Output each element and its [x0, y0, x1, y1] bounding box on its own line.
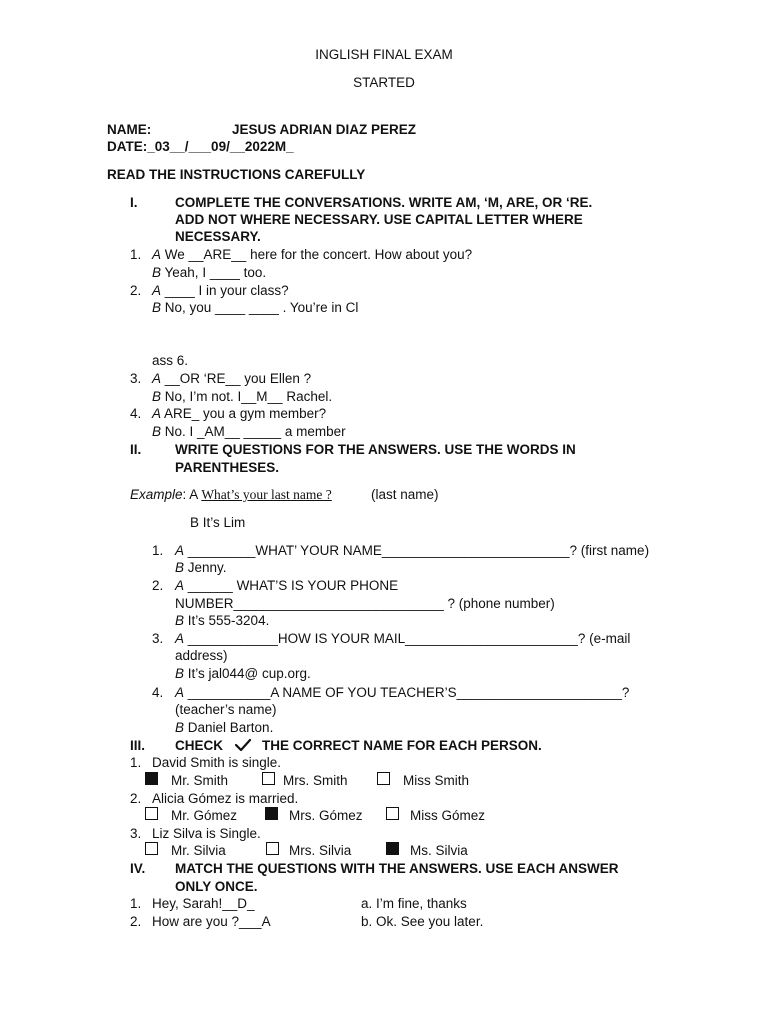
s2-item4-a-cont: (teacher’s name) [175, 702, 277, 717]
name-label: NAME: [107, 122, 152, 137]
s3-item1-opt3-label: Miss Smith [403, 773, 470, 788]
s3-item2-text: Alicia Gómez is married. [152, 791, 299, 806]
s1-item3-b: B No, I’m not. I__M__ Rachel. [152, 389, 333, 404]
s1-item1-number: 1. [130, 247, 142, 262]
s2-item3-a: A ____________HOW IS YOUR MAIL_______________________? (e-mail [175, 631, 631, 646]
s1-item1-b: B Yeah, I ____ too. [152, 265, 267, 280]
s1-item1-a: A We __ARE__ here for the concert. How about you? [152, 247, 473, 262]
s3-item1-opt1-checkbox[interactable] [145, 772, 158, 785]
s3-item3-text: Liz Silva is Single. [152, 826, 261, 841]
example-line: Example: A What’s your last name ? [130, 487, 332, 502]
s3-item3-opt1-checkbox[interactable] [145, 842, 158, 855]
s2-item3-b: B It’s jal044@ cup.org. [175, 666, 311, 681]
s3-item2-opt3-checkbox[interactable] [386, 807, 399, 820]
s3-item3-opt2-checkbox[interactable] [266, 842, 279, 855]
s2-item1-number: 1. [152, 543, 164, 558]
section1-heading-3: NECESSARY. [175, 229, 261, 244]
s3-item2-number: 2. [130, 791, 142, 806]
section1-heading-1: COMPLETE THE CONVERSATIONS. WRITE AM, ‘M, ARE, OR ‘RE. [175, 195, 593, 210]
s2-item1-a: A _________WHAT’ YOUR NAME_________________________? (first name) [175, 543, 650, 558]
s2-item4-b: B Daniel Barton. [175, 720, 274, 735]
date-line: DATE:_03__/___09/__2022M_ [107, 139, 294, 154]
s3-item3-number: 3. [130, 826, 142, 841]
s3-item1-opt2-checkbox[interactable] [262, 772, 275, 785]
s3-item3-opt1-label: Mr. Silvia [171, 843, 226, 858]
name-value: JESUS ADRIAN DIAZ PEREZ [232, 122, 417, 137]
s1-item2-b: B No, you ____ ____ . You’re in Cl [152, 300, 359, 315]
s2-item3-number: 3. [152, 631, 164, 646]
example-b-line: B It’s Lim [190, 515, 246, 530]
s1-item4-b: B No. I _AM__ _____ a member [152, 424, 346, 439]
s2-item4-a: A ___________A NAME OF YOU TEACHER’S______________________? [175, 685, 630, 700]
s2-item2-a-cont: NUMBER____________________________ ? (phone number) [175, 596, 555, 611]
s1-item3-number: 3. [130, 371, 142, 386]
s1-item4-a: A ARE_ you a gym member? [152, 406, 327, 421]
section1-heading-2: ADD NOT WHERE NECESSARY. USE CAPITAL LETTER WHERE [175, 212, 583, 227]
instructions: READ THE INSTRUCTIONS CAREFULLY [107, 167, 366, 182]
section3-number: III. [130, 738, 146, 753]
s1-item2-number: 2. [130, 283, 142, 298]
s1-item3-a: A __OR ‘RE__ you Ellen ? [152, 371, 312, 386]
s3-item1-opt2-label: Mrs. Smith [283, 773, 348, 788]
s4-item2-number: 2. [130, 914, 142, 929]
exam-title: INGLISH FINAL EXAM [315, 47, 453, 62]
s2-item3-a-cont: address) [175, 648, 228, 663]
s3-item2-opt3-label: Miss Gómez [410, 808, 486, 823]
s2-item2-number: 2. [152, 578, 164, 593]
example-answer: What’s your last name ? [201, 487, 332, 502]
example-hint: (last name) [371, 487, 439, 502]
s3-item2-opt1-checkbox[interactable] [145, 807, 158, 820]
s3-item3-opt3-checkbox[interactable] [386, 842, 399, 855]
s2-item2-b: B It’s 555-3204. [175, 613, 270, 628]
s2-item1-b: B Jenny. [175, 560, 227, 575]
s4-item1-answer: a. I’m fine, thanks [361, 896, 467, 911]
s3-item1-opt3-checkbox[interactable] [377, 772, 390, 785]
s3-item1-opt1-label: Mr. Smith [171, 773, 229, 788]
s3-item3-opt2-label: Mrs. Silvia [289, 843, 352, 858]
exam-subtitle: STARTED [353, 75, 415, 90]
section2-heading-1: WRITE QUESTIONS FOR THE ANSWERS. USE THE WORDS IN [175, 442, 576, 457]
s4-item2-answer: b. Ok. See you later. [361, 914, 484, 929]
section4-heading-1: MATCH THE QUESTIONS WITH THE ANSWERS. USE EACH ANSWER [175, 861, 619, 876]
s3-item2-opt1-label: Mr. Gómez [171, 808, 238, 823]
s1-item2-continuation: ass 6. [152, 353, 189, 368]
section2-number: II. [130, 442, 142, 457]
s1-item4-number: 4. [130, 406, 142, 421]
section1-number: I. [130, 195, 138, 210]
section4-number: IV. [130, 861, 146, 876]
s3-item1-text: David Smith is single. [152, 755, 282, 770]
s3-item3-opt3-label: Ms. Silvia [410, 843, 468, 858]
s4-item1-number: 1. [130, 896, 142, 911]
section2-heading-2: PARENTHESES. [175, 460, 280, 475]
s3-item2-opt2-label: Mrs. Gómez [289, 808, 363, 823]
section3-heading-rest: THE CORRECT NAME FOR EACH PERSON. [262, 738, 542, 753]
s2-item2-a: A ______ WHAT’S IS YOUR PHONE [175, 578, 399, 593]
s2-item4-number: 4. [152, 685, 164, 700]
s1-item2-a: A ____ I in your class? [152, 283, 289, 298]
section3-heading-check: CHECK [175, 738, 224, 753]
s3-item1-number: 1. [130, 755, 142, 770]
section4-heading-2: ONLY ONCE. [175, 879, 258, 894]
s3-item2-opt2-checkbox[interactable] [265, 807, 278, 820]
s4-item2-question: How are you ?___A [152, 914, 271, 929]
s4-item1-question: Hey, Sarah!__D_ [152, 896, 255, 911]
